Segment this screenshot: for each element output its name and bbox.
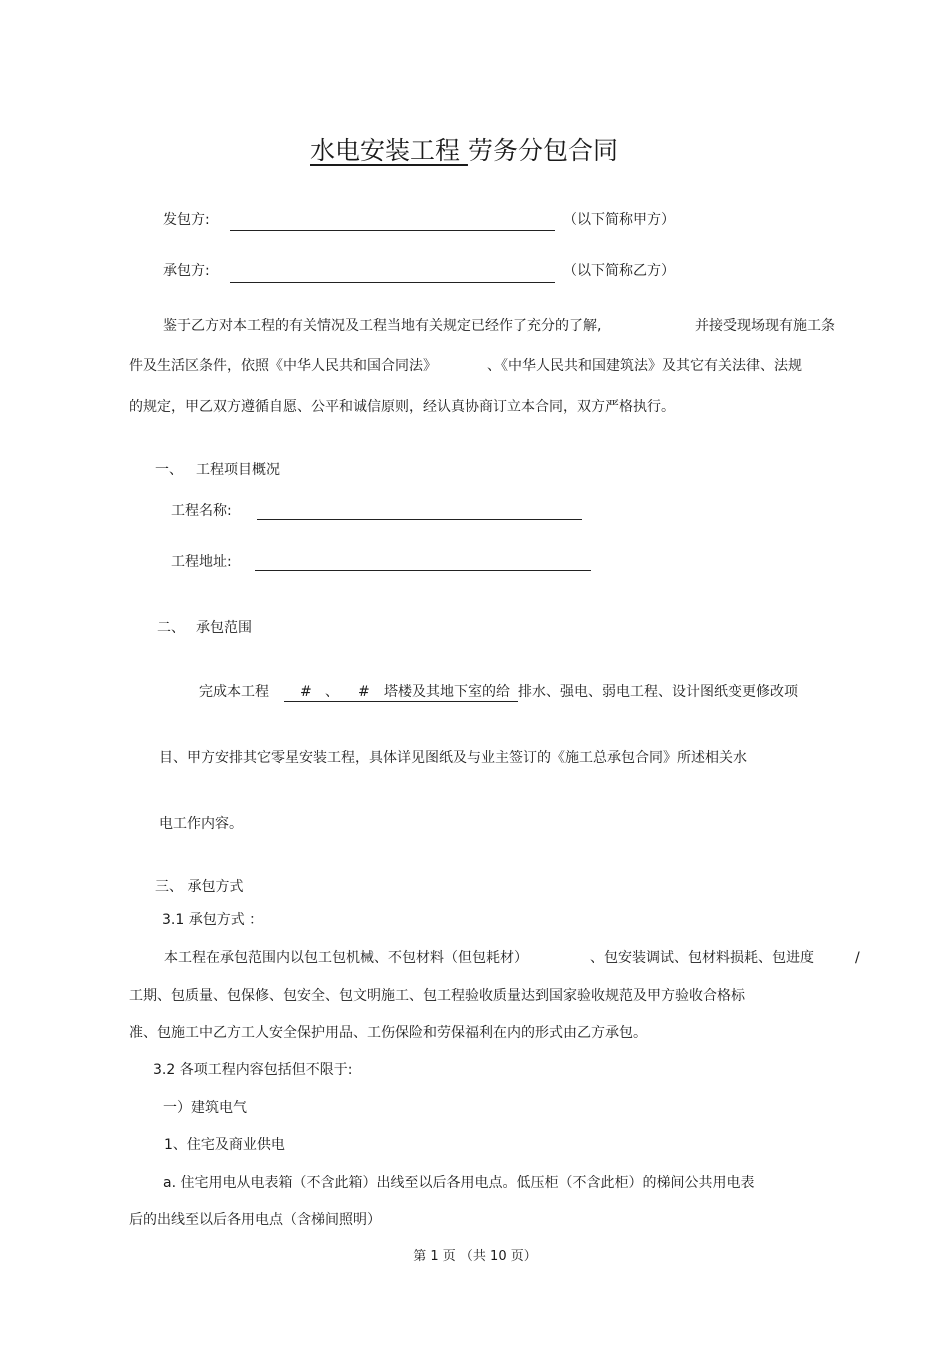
contract-mode-line2: 工期、包质量、包保修、包安全、包文明施工、包工程验收质量达到国家验收规范及甲方验收合格标 <box>129 988 745 1004</box>
project-name-blank[interactable] <box>257 519 582 520</box>
section2-heading: 承包范围 <box>196 620 252 636</box>
preamble-line1a: 鉴于乙方对本工程的有关情况及工程当地有关规定已经作了充分的了解, <box>163 318 602 334</box>
item-a-line2: 后的出线至以后各用电点（含梯间照明） <box>129 1212 381 1228</box>
project-address-label: 工程地址: <box>171 554 232 570</box>
party-b-label: 承包方: <box>163 263 210 279</box>
section3-sub1: 3.1 承包方式 ： <box>162 912 264 928</box>
scope-building-2: # <box>358 684 370 700</box>
section3-sub2: 3.2 各项工程内容包括但不限于: <box>153 1062 353 1078</box>
preamble-line2a: 件及生活区条件，依照《中华人民共和国合同法》 <box>129 358 437 374</box>
scope-building-1: # <box>300 684 312 700</box>
project-name-label: 工程名称: <box>171 503 232 519</box>
contract-mode-line1a: 本工程在承包范围内以包工包机械、不包材料（但包耗材） <box>164 950 528 966</box>
item-residential-power: 1、住宅及商业供电 <box>164 1137 285 1153</box>
scope-building-separator: 、 <box>325 684 339 700</box>
scope-line2: 目、甲方安排其它零星安装工程，具体详见图纸及与业主签订的《施工总承包合同》所述相关水 <box>159 750 747 766</box>
party-b-note: （以下简称乙方） <box>563 263 675 279</box>
preamble-line1b: 并接受现场现有施工条 <box>695 318 835 334</box>
item-a-line1: a. 住宅用电从电表箱（不含此箱）出线至以后各用电点。低压柜（不含此柜）的梯间公共用电表 <box>163 1175 755 1191</box>
party-a-note: （以下简称甲方） <box>563 212 675 228</box>
page-footer: 第 1 页 （共 10 页） <box>413 1249 537 1264</box>
title-contract-type: 劳务分包合同 <box>467 136 618 165</box>
contract-mode-line1b: 、包安装调试、包材料损耗、包进度 <box>590 950 814 966</box>
section2-number: 二、 <box>157 620 185 636</box>
contract-mode-line3: 准、包施工中乙方工人安全保护用品、工伤保险和劳保福利在内的形式由乙方承包。 <box>129 1025 647 1041</box>
preamble-line2b: 、《中华人民共和国建筑法》及其它有关法律、法规 <box>487 358 802 374</box>
party-b-blank[interactable] <box>230 282 555 283</box>
item-building-electrical: 一）建筑电气 <box>163 1100 247 1116</box>
scope-line3: 电工作内容。 <box>159 816 243 832</box>
section3-heading: 三、 承包方式 <box>155 879 244 895</box>
preamble-line3: 的规定，甲乙双方遵循自愿、公平和诚信原则，经认真协商订立本合同，双方严格执行。 <box>129 399 675 415</box>
scope-line1-rest: 排水、强电、弱电工程、设计图纸变更修改项 <box>518 684 798 700</box>
scope-buildings-underline <box>284 701 518 702</box>
contract-title <box>310 134 618 168</box>
scope-line1-prefix: 完成本工程 <box>199 684 269 700</box>
scope-line1-underlined: 塔楼及其地下室的给 <box>384 684 510 700</box>
party-a-label: 发包方: <box>163 212 210 228</box>
party-a-blank[interactable] <box>230 230 555 231</box>
section1-heading: 工程项目概况 <box>196 462 280 478</box>
contract-mode-line1c: / <box>855 950 860 966</box>
project-address-blank[interactable] <box>255 570 591 571</box>
title-project-type: 水电安装工程 <box>310 136 468 165</box>
section1-number: 一、 <box>155 462 183 478</box>
